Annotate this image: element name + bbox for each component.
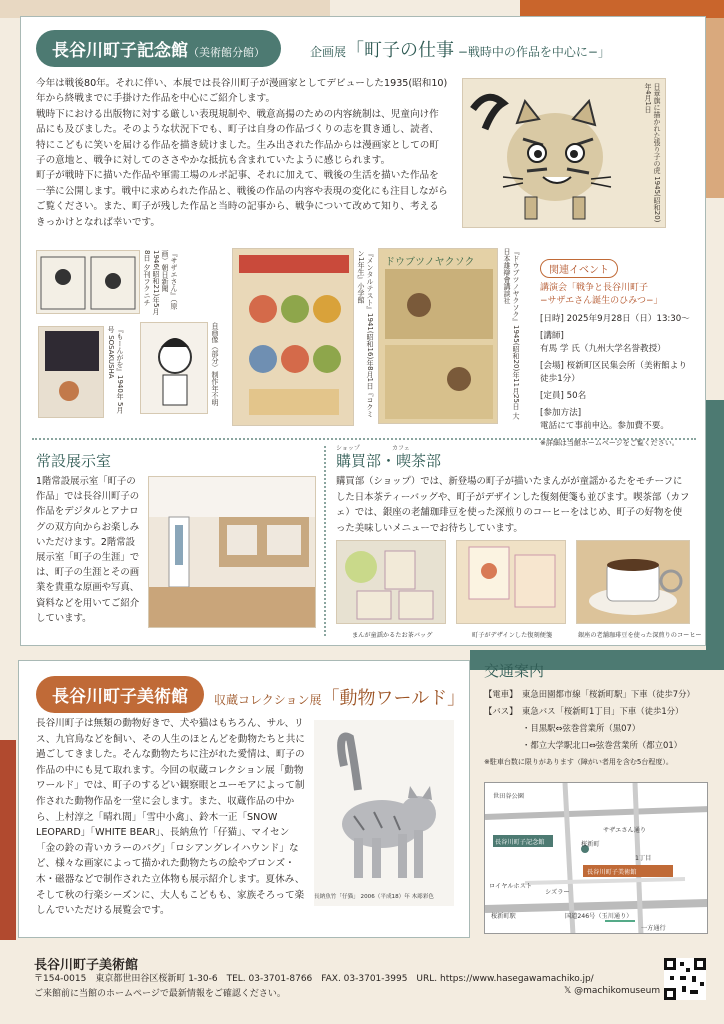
permanent-text: 1階常設展示室「町子の作品」では長谷川町子の作品をデジタルとアナログの双方向からお楽しみいただけます。2階常設展示室「町子の生涯」では、町子の生涯とその画業を貴重な原画や写真、資料などを用いてご紹介しています。 [36, 476, 140, 624]
event-row: [参加方法] 電話にて事前申込。参加費不要。 [540, 408, 669, 431]
momo-artwork [38, 326, 104, 418]
access-row: 【バス】 東急バス「桜新町1丁目」下車（徒歩1分） [484, 706, 684, 716]
access-note: ※駐車台数に限りがあります（障がい者用を含む5台程度）。 [484, 758, 673, 766]
sazae-caption: 『サザエさん』（原画）朝日新聞 1946(昭和21)年5月8日 夕刊フクニチ [143, 250, 178, 315]
event-row: [講師] 有馬 学 氏（九州大学名誉教授） [540, 331, 666, 354]
event-note: ※詳細は当館ホームページをご覧ください。 [540, 439, 679, 448]
mental-test-art [232, 248, 354, 426]
sazae-manga-art [36, 250, 140, 314]
kitten-sculpture-photo [314, 720, 454, 906]
collection-title: 収蔵コレクション展「動物ワールド」 [214, 688, 466, 709]
map-label: 桜新町 [581, 841, 600, 848]
divider [324, 446, 326, 636]
map-label: 1丁目 [635, 855, 652, 862]
x-account-link[interactable]: 𝕏 @machikomuseum [564, 986, 661, 996]
map-label: 長谷川町子記念館 [495, 839, 545, 846]
event-row: [日時] 2025年9月28日（日）13:30〜 [540, 314, 690, 324]
map-label: 一方通行 [641, 925, 666, 932]
decor-band [706, 18, 724, 198]
access-row: ・都立大学駅北口⇔弦巻営業所（都立01） [522, 740, 683, 750]
related-event [540, 258, 690, 450]
qr-code[interactable] [664, 958, 706, 1000]
ruby-shop: ショップ [336, 445, 360, 452]
map-label: 桜新町駅 [491, 913, 516, 920]
exhibit-room-photo [148, 476, 316, 628]
mental-test-caption: 『メンタルテスト』1941(昭和16)年8月1日『コクミン1年生』小学館 [357, 250, 374, 418]
exhibit-intro: 今年は戦後80年。それに伴い、本展では長谷川町子が漫画家としてデビューした1935(昭和10)年から終戦までに手掛けた作品を中心にご紹介します。 戦時下における出版物に対する厳しい表現規制や、戦意高揚のための内容統制は、児童向け作品にも及びました。そのような状況下でも、町子は自身の作品づくりの志を貫き通し、読者、特にこどもに笑いを届ける作品を描き続けました。生み出された作品からは漫画家としての町子の意地と、戦争に対してのささやかな抵抗も含まれていたように感じられます。 町子が戦時下に描いた作品や軍需工場のルポ記事、それに加えて、戦後の生活を描いた作品を一挙に公開します。戦中に求められた作品と、戦後の作品の内容や表現の変化にも注目しながらご覧ください。また、町子が残した作品と当時の記事から、戦争について改めて知り、考えるきっかけとなれば幸いです。 [36, 78, 448, 228]
map-label: 長谷川町子美術館 [587, 869, 637, 876]
letter-paper-photo [456, 540, 566, 624]
footer-title: 長谷川町子美術館 [34, 958, 139, 973]
tea-bag-photo [336, 540, 446, 624]
tiger-caption: 日章旗に描かれた張り子の虎 1945(昭和20)年4月1日 [644, 83, 661, 223]
event-tag: 関連イベント [540, 259, 618, 278]
ruby-cafe: カフェ [392, 445, 410, 452]
map-label: シズラー [545, 889, 570, 896]
access-heading: 交通案内 [484, 662, 545, 680]
memorial-hall-pill: 長谷川町子記念館（美術館分館） [36, 30, 281, 67]
shop-text: 購買部（ショップ）では、新登場の町子が描いたまんがが童謡かるたをモチーフにした日本茶ティーバッグや、町子がデザインした復刻便箋も並びます。喫茶部（カフェ）では、銀座の老舗珈琲豆を使った深煎りのコーヒーをはじめ、町子の好物を使った美味しいメニューでお待ちしています。 [336, 476, 690, 534]
access-row: ・目黒駅⇔弦巻営業所（黒07） [522, 723, 641, 733]
event-row: [定員] 50名 [540, 391, 587, 402]
shop-caption: 銀座の老舗珈琲豆を使った深煎りのコーヒー [578, 632, 702, 639]
footer-address: 〒154-0015 東京都世田谷区桜新町 1-30-6 TEL. 03-3701-8766 FAX. 03-3701-3995 URL. https://www.hasegawamachiko.jp/ ご来館前に当館のホームページで最新情報をご確認ください。 [34, 974, 594, 999]
momo-caption: 『もーんがを』1940年 5月号 SOSAKUSHA [107, 326, 124, 414]
museum-pill: 長谷川町子美術館 [36, 676, 204, 713]
kitten-caption: 長納魚竹「仔猫」 2006（平成18）年 木彫彩色 [314, 894, 435, 900]
map-label: サザエさん通り [603, 827, 647, 834]
doubutsu-art [378, 248, 498, 424]
decor-band [0, 740, 16, 940]
permanent-heading: 常設展示室 [36, 452, 112, 470]
map-label: 国道246号（玉川通り） [565, 913, 633, 920]
self-portrait-caption: 自画像（部分）制作年不明 [211, 322, 219, 406]
collection-text: 長谷川町子は無類の動物好きで、犬や猫はもちろん、サル、リス、九官鳥などを飼い、その人生のほとんどを動物たちと共に過ごしてきました。そんな動物たちに注がれた愛情は、町子の作品の中にも見て取れます。今回の収蔵コレクション展「動物ワールド」では、町子のするどい観察眼とユーモアによって制作された動物作品を一堂に会します。また、収蔵作品の中から、上村淳之「晴れ間」「雪中小禽」、鈴木一正「SNOW LEOPARD」「WHITE BEAR」、長納魚竹「仔猫」、マイセン「金の鈴の青いカラーのパグ」「ロシアングレイハウンド」など、様々な画家によって描かれた動物たちの絵やブロンズ・木・磁器などで制作された立体物も展示紹介します。夏休み、そして秋の行楽シーズンに、大人もこどもも、家族そろって楽しんでいただける展覧会です。 [36, 718, 305, 917]
event-title: 講演会「戦争と長谷川町子 −サザエさん誕生のひみつ−」 [540, 283, 663, 306]
event-row: [会場] 桜新町区民集会所（美術館より徒歩1分） [540, 361, 687, 384]
map-label: 世田谷公園 [493, 793, 524, 800]
self-portrait-art [140, 322, 208, 414]
decor-band [706, 400, 724, 650]
tiger-artwork [462, 78, 666, 228]
access-row: 【電車】 東急田園都市線「桜新町駅」下車（徒歩7分） [484, 689, 695, 699]
coffee-photo [576, 540, 690, 624]
map-label: ロイヤルホスト [489, 883, 533, 890]
exhibit-title: 企画展「町子の仕事 −戦時中の作品を中心に−」 [310, 40, 610, 61]
access-info [484, 686, 708, 768]
access-map [484, 782, 708, 934]
doubutsu-caption: 『ドウブツノヤクソク』1945(昭和20)年11月25日 大日本雄辯會講談社 [503, 248, 520, 420]
shop-caption: まんが童謡かるたお茶バッグ [352, 632, 433, 639]
shop-heading: 購買部・喫茶部 ショップ カフェ [336, 445, 442, 470]
doubutsu-heading: ドウブツノヤクソク [385, 257, 475, 268]
shop-caption: 町子がデザインした復刻便箋 [472, 632, 553, 639]
divider [32, 438, 696, 440]
